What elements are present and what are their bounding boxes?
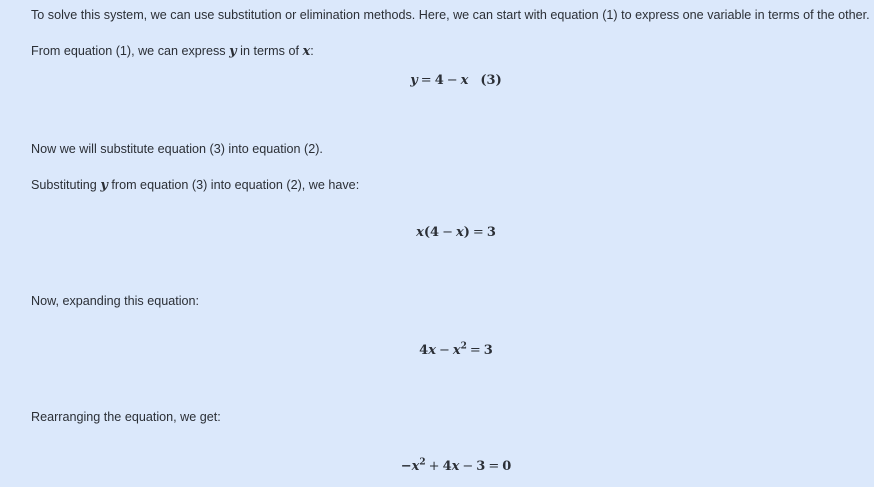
math-var-x: x <box>302 44 311 59</box>
equation-expanded <box>0 342 874 360</box>
eq-term: x <box>452 343 461 358</box>
eq-term: x <box>460 73 469 88</box>
equation-tag: (3) <box>480 73 502 88</box>
eq-exponent: 2 <box>460 341 467 352</box>
eq-term: 0 <box>502 459 512 474</box>
text-segment: : <box>310 44 314 58</box>
eq-term: x <box>416 225 424 240</box>
math-var-y: y <box>100 178 108 193</box>
eq-term: 3 <box>483 343 493 358</box>
eq-term: x <box>456 225 464 240</box>
intro-paragraph: To solve this system, we can use substitution or elimination methods. Here, we can start with equation (1) to express one variable in terms of the other. <box>31 8 870 22</box>
eq-term: x <box>428 343 436 358</box>
text-segment: from equation (3) into equation (2), we have: <box>107 178 360 192</box>
eq-operator: = <box>488 459 500 474</box>
eq-operator: + <box>428 459 440 474</box>
expanding-paragraph: Now, expanding this equation: <box>31 294 200 308</box>
eq-term: (4 <box>423 225 440 240</box>
eq-exponent: 2 <box>419 457 426 468</box>
text-segment: Substituting <box>31 178 101 192</box>
eq-term: 4 <box>434 73 444 88</box>
rearranging-paragraph: Rearranging the equation, we get: <box>31 410 221 424</box>
substituting-paragraph <box>31 176 359 195</box>
eq-operator: − <box>462 459 474 474</box>
eq-operator: − <box>438 343 450 358</box>
text-segment: in terms of <box>236 44 303 58</box>
eq-term: x <box>451 459 460 474</box>
eq-term: 4 <box>419 343 429 358</box>
equation-substituted <box>0 224 874 242</box>
eq-term: y <box>410 73 418 88</box>
eq-operator: = <box>469 343 481 358</box>
eq-term: x <box>411 459 420 474</box>
substitute-paragraph: Now we will substitute equation (3) into equation (2). <box>31 142 323 156</box>
eq-term: 3 <box>476 459 486 474</box>
eq-operator: − <box>400 459 412 474</box>
equation-final <box>0 458 874 476</box>
eq-term: 4 <box>442 459 452 474</box>
eq-operator: − <box>446 73 458 88</box>
express-y-paragraph <box>31 42 314 61</box>
eq-term: 3 <box>486 225 496 240</box>
eq-term: ) <box>463 225 470 240</box>
eq-operator: = <box>420 73 432 88</box>
text-segment: From equation (1), we can express <box>31 44 230 58</box>
math-var-y: y <box>229 44 237 59</box>
equation-3 <box>0 72 874 90</box>
eq-operator: = <box>472 225 484 240</box>
eq-operator: − <box>442 225 453 240</box>
